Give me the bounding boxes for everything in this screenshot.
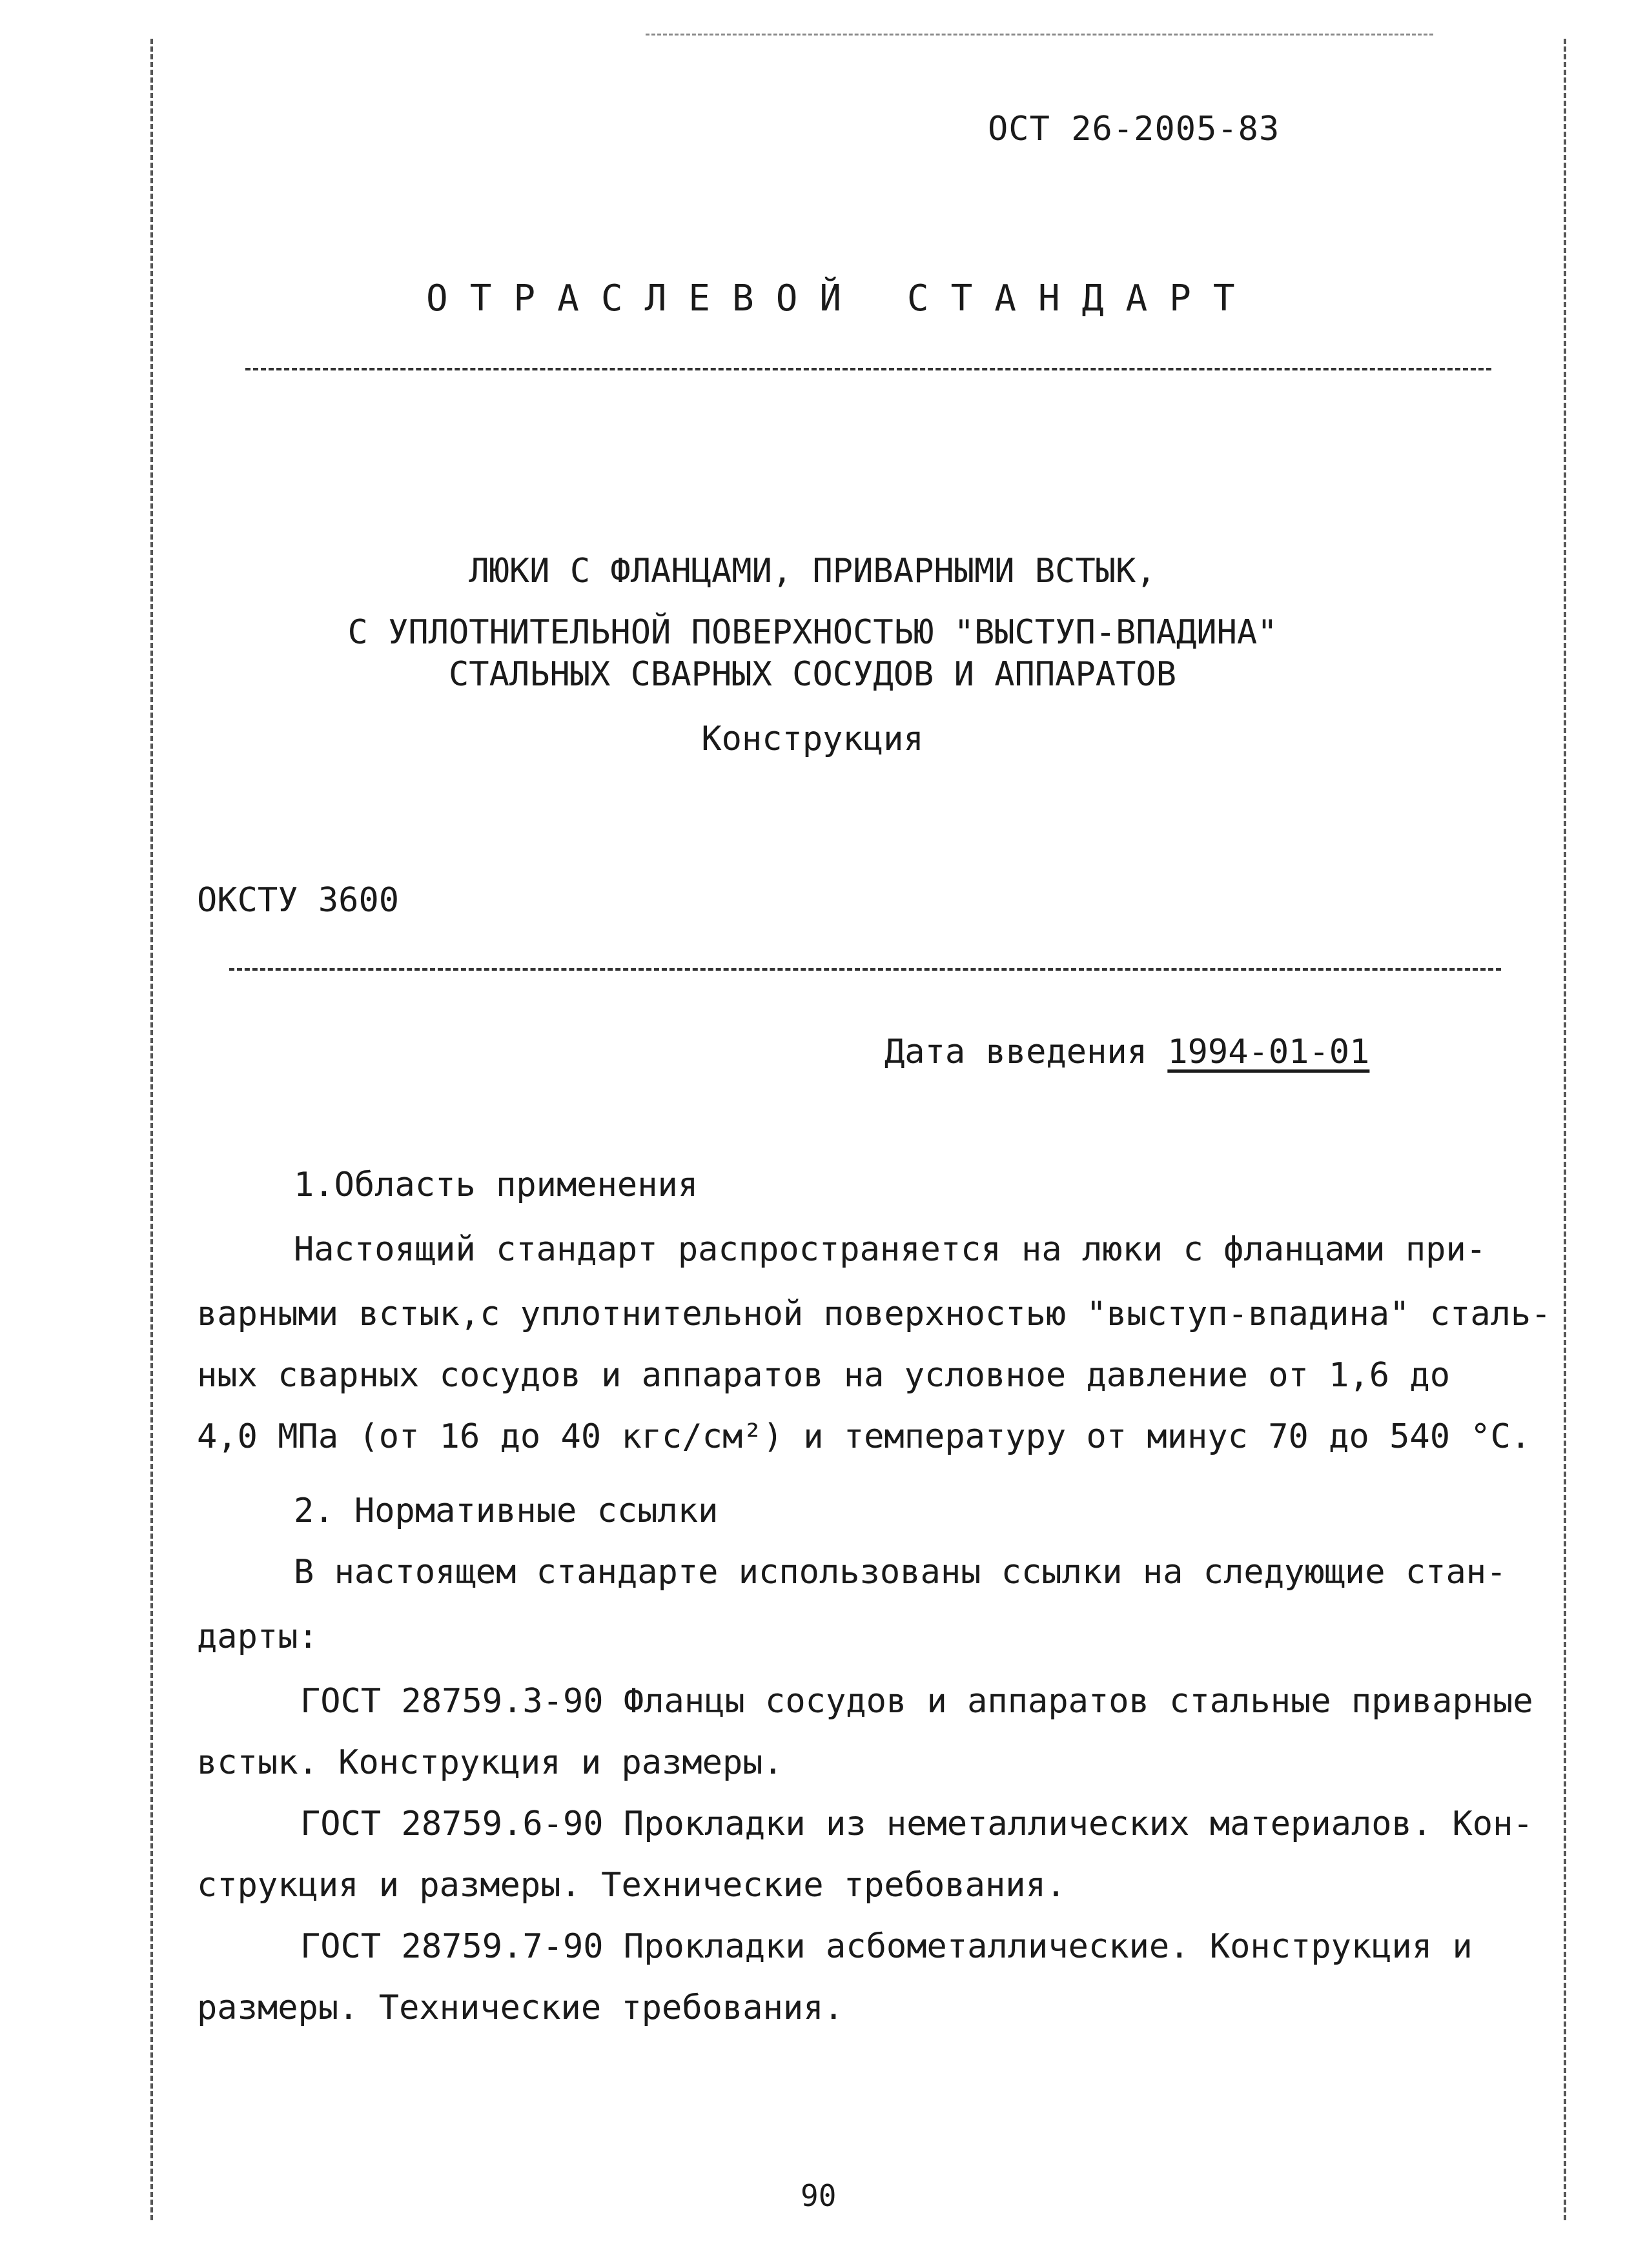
reference-3-line-2: размеры. Технические требования. xyxy=(197,1989,844,2027)
intro-date xyxy=(884,1033,1369,1071)
reference-2-line-2: струкция и размеры. Технические требования. xyxy=(197,1866,1067,1905)
reference-1-line-2: встык. Конструкция и размеры. xyxy=(197,1743,783,1782)
reference-3-line-1: ГОСТ 28759.7-90 Прокладки асбометаллические. Конструкция и xyxy=(300,1927,1473,1966)
section-1-line-3: ных сварных сосудов и аппаратов на условное давление от 1,6 до xyxy=(197,1356,1451,1395)
section-2-heading: 2. Нормативные ссылки xyxy=(294,1492,719,1530)
page-number: 90 xyxy=(801,2178,837,2213)
section-2-intro-line-1: В настоящем стандарте использованы ссылки на следующие стан- xyxy=(294,1553,1507,1592)
section-2-intro-line-2: дарты: xyxy=(197,1617,318,1656)
scan-margin-right xyxy=(1564,39,1566,2220)
reference-1-line-1: ГОСТ 28759.3-90 Фланцы сосудов и аппаратов стальные приварные xyxy=(300,1682,1533,1721)
scan-artifact-top xyxy=(646,34,1433,35)
document-code: ОСТ 26-2005-83 xyxy=(988,110,1280,148)
header-divider xyxy=(245,368,1491,370)
section-1-line-2: варными встык,с уплотнительной поверхностью "выступ-впадина" сталь- xyxy=(197,1295,1551,1333)
oksty-code: ОКСТУ 3600 xyxy=(197,881,400,920)
title-line-1: ЛЮКИ С ФЛАНЦАМИ, ПРИВАРНЫМИ ВСТЫК, xyxy=(469,552,1156,591)
standard-type-title: ОТРАСЛЕВОЙ СТАНДАРТ xyxy=(426,278,1257,319)
title-line-3: СТАЛЬНЫХ СВАРНЫХ СОСУДОВ И АППАРАТОВ xyxy=(448,655,1177,694)
oksty-divider xyxy=(229,968,1501,971)
scan-margin-left xyxy=(150,39,153,2220)
section-1-line-1: Настоящий стандарт распространяется на люки с фланцами при- xyxy=(294,1230,1487,1269)
intro-date-value: 1994-01-01 xyxy=(1167,1033,1370,1071)
title-subtitle: Конструкция xyxy=(701,720,924,758)
intro-date-label: Дата введения xyxy=(884,1033,1147,1071)
title-line-2: С УПЛОТНИТЕЛЬНОЙ ПОВЕРХНОСТЬЮ "ВЫСТУП-ВПАДИНА" xyxy=(347,613,1278,652)
reference-2-line-1: ГОСТ 28759.6-90 Прокладки из неметаллических материалов. Кон- xyxy=(300,1805,1533,1843)
section-1-line-4: 4,0 МПа (от 16 до 40 кгс/см²) и температуру от минус 70 до 540 °С. xyxy=(197,1417,1531,1456)
section-1-heading: 1.Область применения xyxy=(294,1166,699,1204)
